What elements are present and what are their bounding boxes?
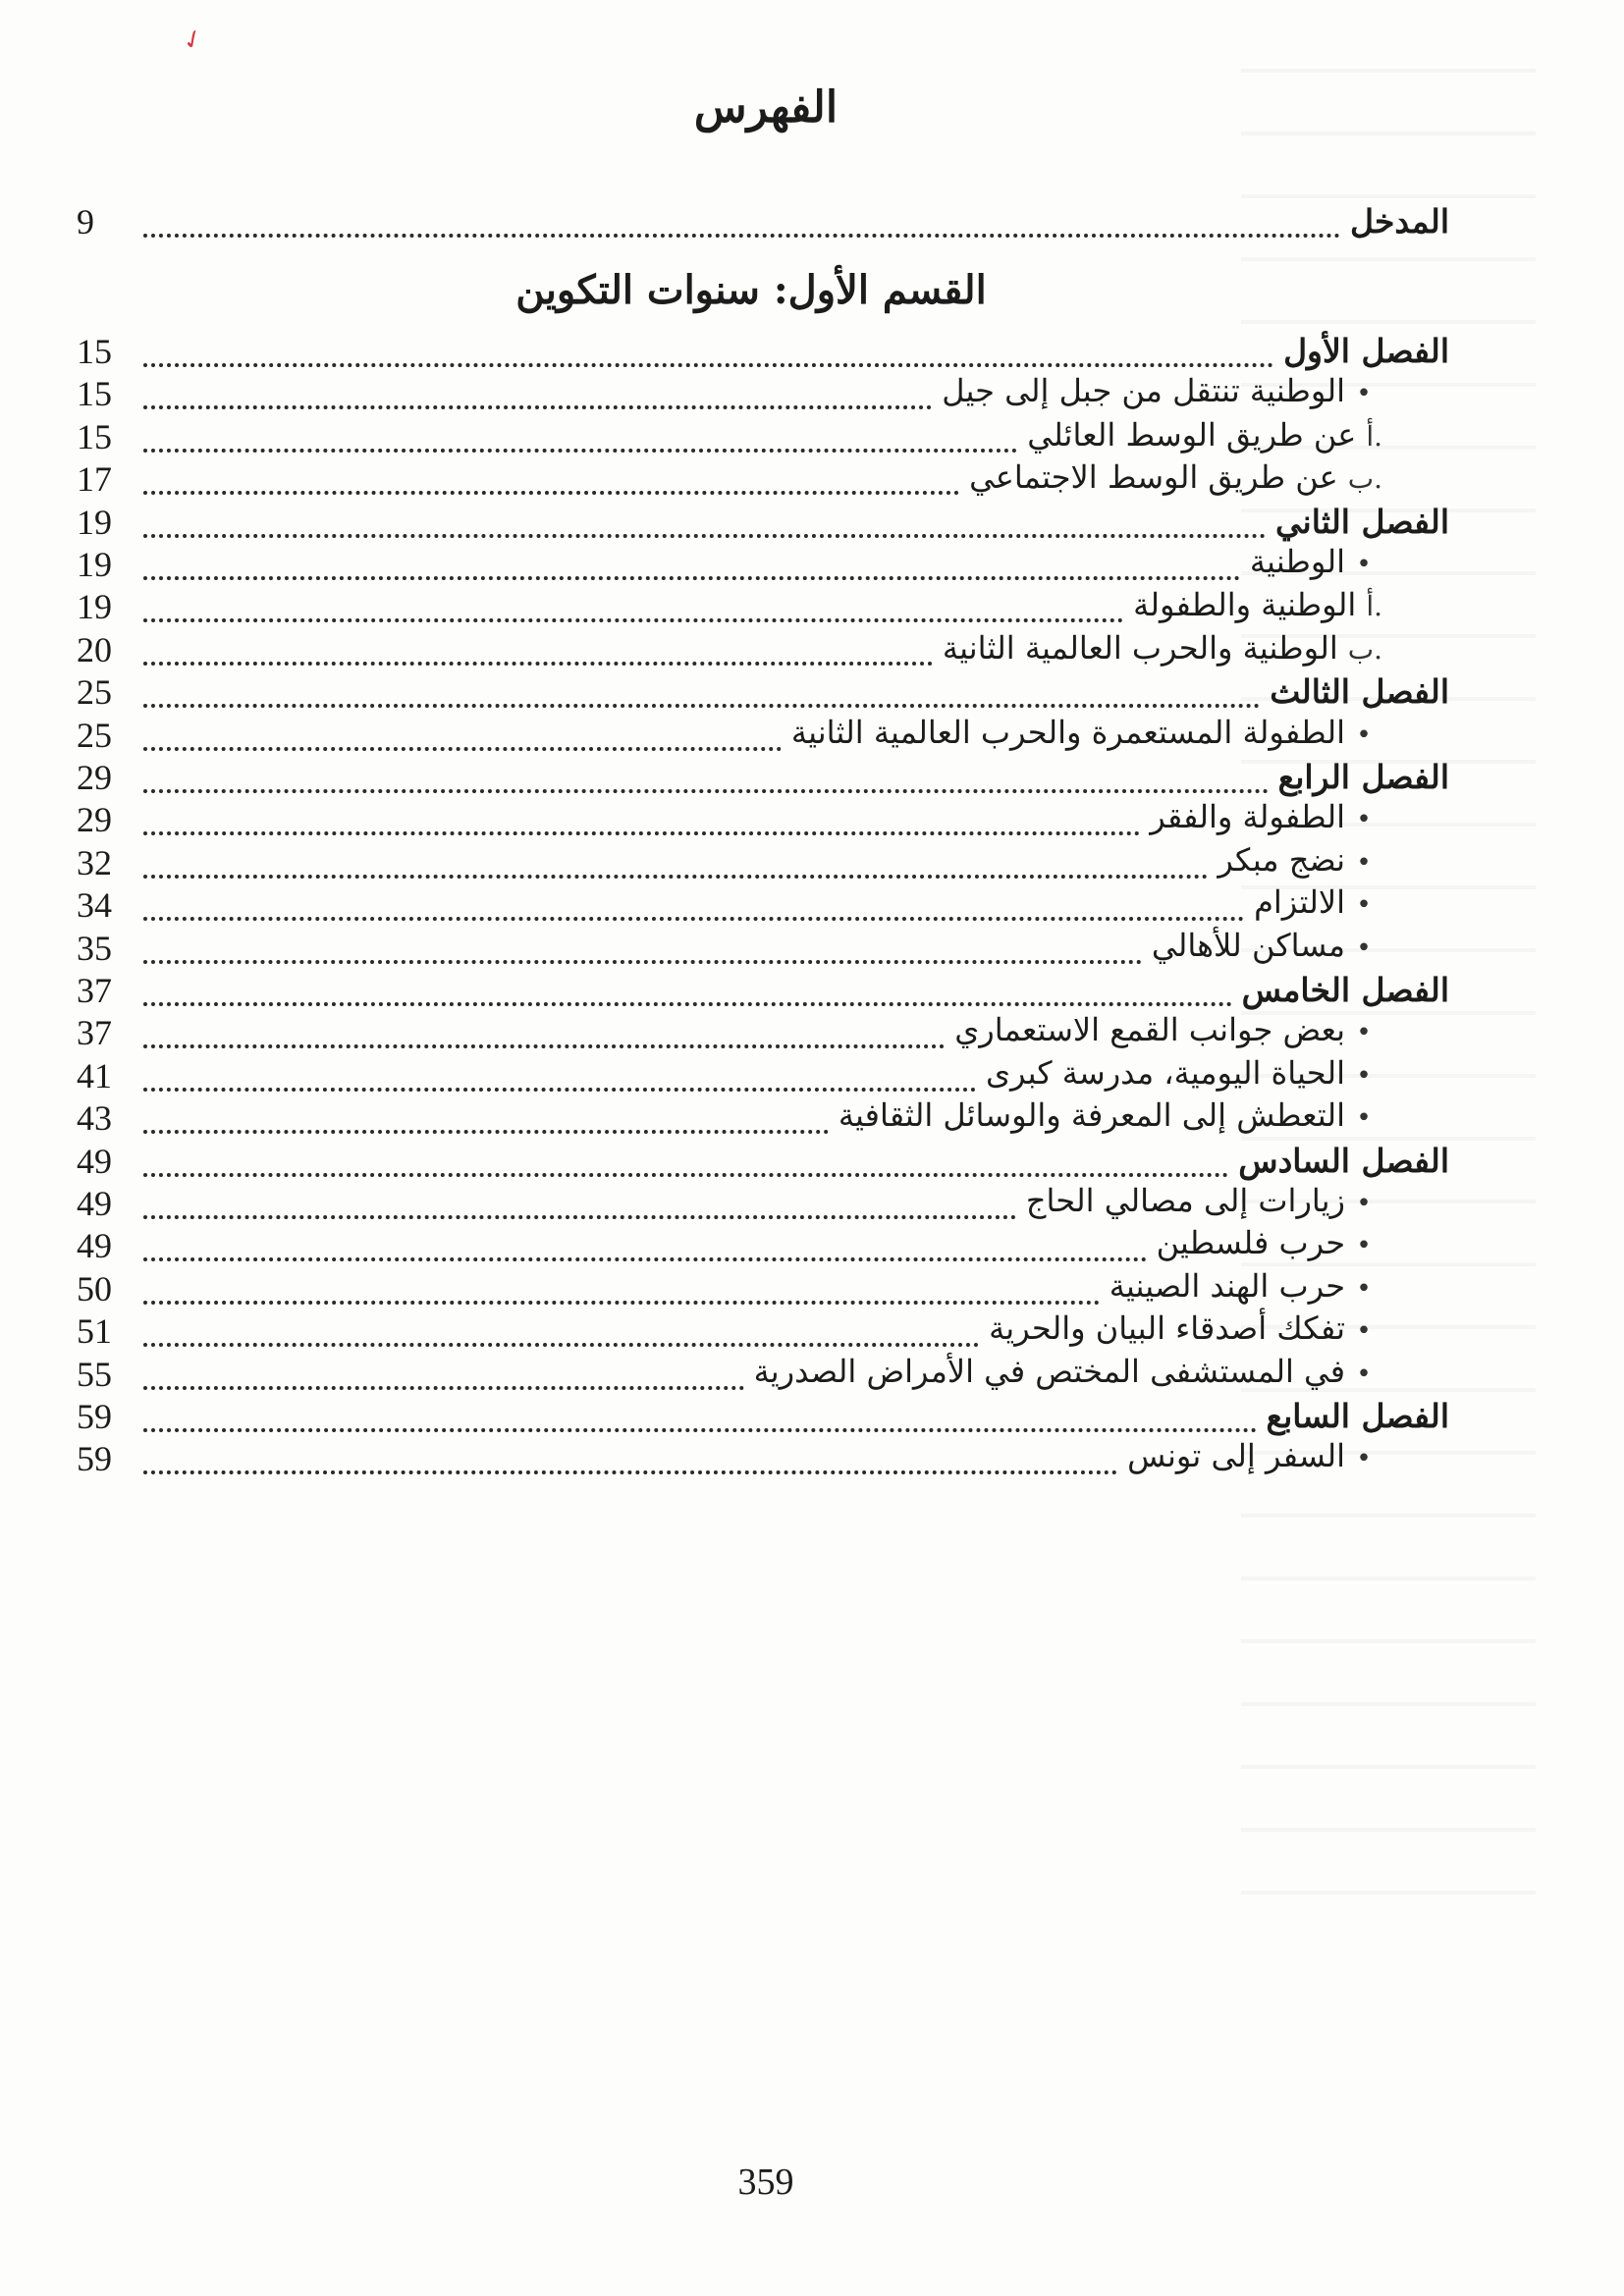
toc-row-text: عن طريق الوسط العائلي — [1027, 415, 1357, 454]
toc-row-page-number: 15 — [77, 332, 112, 371]
toc-row-text: الفصل السابع — [1266, 1397, 1449, 1435]
bullet-marker: • — [1356, 1060, 1372, 1091]
toc-row-page-number: 29 — [77, 758, 112, 797]
toc-row-intro[interactable] — [77, 192, 1449, 247]
toc-row-page-number: 49 — [77, 1141, 112, 1181]
letter-marker: أ. — [1366, 419, 1382, 453]
bullet-marker: • — [1356, 1018, 1372, 1048]
toc-row-page-number: 19 — [77, 587, 112, 627]
toc-row-text: الوطنية تنتقل من جبل إلى جيل — [942, 372, 1345, 410]
toc-row-page-number: 29 — [77, 800, 112, 840]
bullet-marker: • — [1356, 890, 1372, 921]
toc-row-page-number: 9 — [77, 202, 94, 241]
toc-row-page-number: 55 — [77, 1354, 112, 1394]
page-number-folio: 359 — [737, 2162, 794, 2203]
bullet-marker: • — [1356, 847, 1372, 878]
toc-row-page-number: 20 — [77, 629, 112, 669]
toc-row-text: الوطنية والطفولة — [1133, 586, 1357, 624]
bullet-marker: • — [1356, 805, 1372, 835]
toc-row-label: المدخل — [1349, 202, 1449, 240]
letter-marker: ب. — [1347, 632, 1382, 666]
toc-row-text: الوطنية — [1249, 543, 1345, 580]
toc-row-page-number: 32 — [77, 842, 112, 882]
bullet-marker: • — [1356, 933, 1372, 963]
toc-row-text: نضج مبكر — [1218, 840, 1345, 879]
bullet-marker: • — [1356, 1359, 1372, 1389]
toc-row-page-number: 15 — [77, 374, 112, 414]
bullet-marker: • — [1356, 550, 1372, 579]
bullet-marker: • — [1356, 1444, 1372, 1474]
toc-row-label — [1123, 1430, 1382, 1484]
pen-tick-mark: ✓ — [177, 22, 210, 59]
toc-row-text: السفر إلى تونس — [1127, 1437, 1345, 1475]
letter-marker: ب. — [1347, 462, 1382, 496]
toc-row-text: الطفولة المستعمرة والحرب العالمية الثانية — [790, 713, 1345, 751]
bullet-marker: • — [1356, 1273, 1372, 1304]
toc-row-page-number: 37 — [77, 971, 112, 1010]
toc-row-page-number: 41 — [77, 1055, 112, 1095]
toc-row-page-number: 34 — [77, 885, 112, 926]
toc-row-page-number: 25 — [77, 715, 112, 755]
toc-row-page-number: 51 — [77, 1311, 112, 1352]
toc-row-text: الحياة اليومية، مدرسة كبرى — [985, 1053, 1345, 1092]
toc-row-page-number: 19 — [77, 545, 112, 584]
toc-row-page-number: 43 — [77, 1098, 112, 1139]
toc-row-text: حرب الهند الصينية — [1109, 1266, 1345, 1305]
toc-row-page-number: 19 — [77, 502, 112, 542]
bullet-marker: • — [1356, 1189, 1372, 1218]
toc-row-text: مساكن للأهالي — [1151, 926, 1345, 964]
dot-leader — [143, 196, 1340, 247]
toc-row-page-number: 50 — [77, 1268, 112, 1308]
dot-leader — [143, 1433, 1117, 1484]
toc-row-page-number: 59 — [77, 1439, 112, 1479]
toc-row-text: الفصل الأول — [1283, 332, 1449, 370]
toc-row-text: بعض جوانب القمع الاستعماري — [954, 1011, 1345, 1049]
toc-row-text: عن طريق الوسط الاجتماعي — [969, 458, 1338, 497]
toc-subentry-row[interactable] — [77, 1429, 1449, 1484]
toc-row-text: الوطنية والحرب العالمية الثانية — [942, 628, 1338, 667]
toc-row-text: التعطش إلى المعرفة والوسائل الثقافية — [838, 1096, 1345, 1135]
toc-row-page-number: 59 — [77, 1397, 112, 1436]
toc-row-page-number: 35 — [77, 928, 112, 968]
toc-row-text: الفصل الثالث — [1270, 672, 1449, 712]
toc-row-text: في المستشفى المختص في الأمراض الصدرية — [753, 1352, 1345, 1390]
toc-row-page-number: 49 — [77, 1226, 112, 1266]
toc-row-page-number: 25 — [77, 672, 112, 713]
bullet-marker: • — [1356, 720, 1372, 750]
letter-marker: أ. — [1366, 590, 1382, 623]
bullet-marker: • — [1356, 379, 1372, 409]
toc-row-text: تفكك أصدقاء البيان والحرية — [989, 1309, 1345, 1348]
toc-row-text: الفصل السادس — [1238, 1141, 1449, 1180]
toc-row-text: الطفولة والفقر — [1150, 798, 1345, 836]
toc-row-text: الالتزام — [1254, 883, 1345, 922]
toc-row-page-number: 17 — [77, 459, 112, 500]
toc-row-text: الفصل الرابع — [1277, 758, 1449, 796]
toc-row-text: زيارات إلى مصالي الحاج — [1025, 1182, 1345, 1219]
toc-row-text: الفصل الثاني — [1275, 502, 1449, 541]
toc-row-page-number: 15 — [77, 416, 112, 456]
bullet-marker: • — [1356, 1231, 1372, 1261]
toc-row-page-number: 49 — [77, 1184, 112, 1223]
bullet-marker: • — [1356, 1316, 1372, 1347]
toc-row-page-number: 37 — [77, 1013, 112, 1053]
page-title: الفهرس — [693, 82, 839, 133]
bullet-marker: • — [1356, 1103, 1372, 1134]
toc-row-text: الفصل الخامس — [1241, 971, 1449, 1009]
part-heading: القسم الأول: سنوات التكوين — [515, 267, 987, 313]
toc-row-text: حرب فلسطين — [1156, 1224, 1345, 1262]
